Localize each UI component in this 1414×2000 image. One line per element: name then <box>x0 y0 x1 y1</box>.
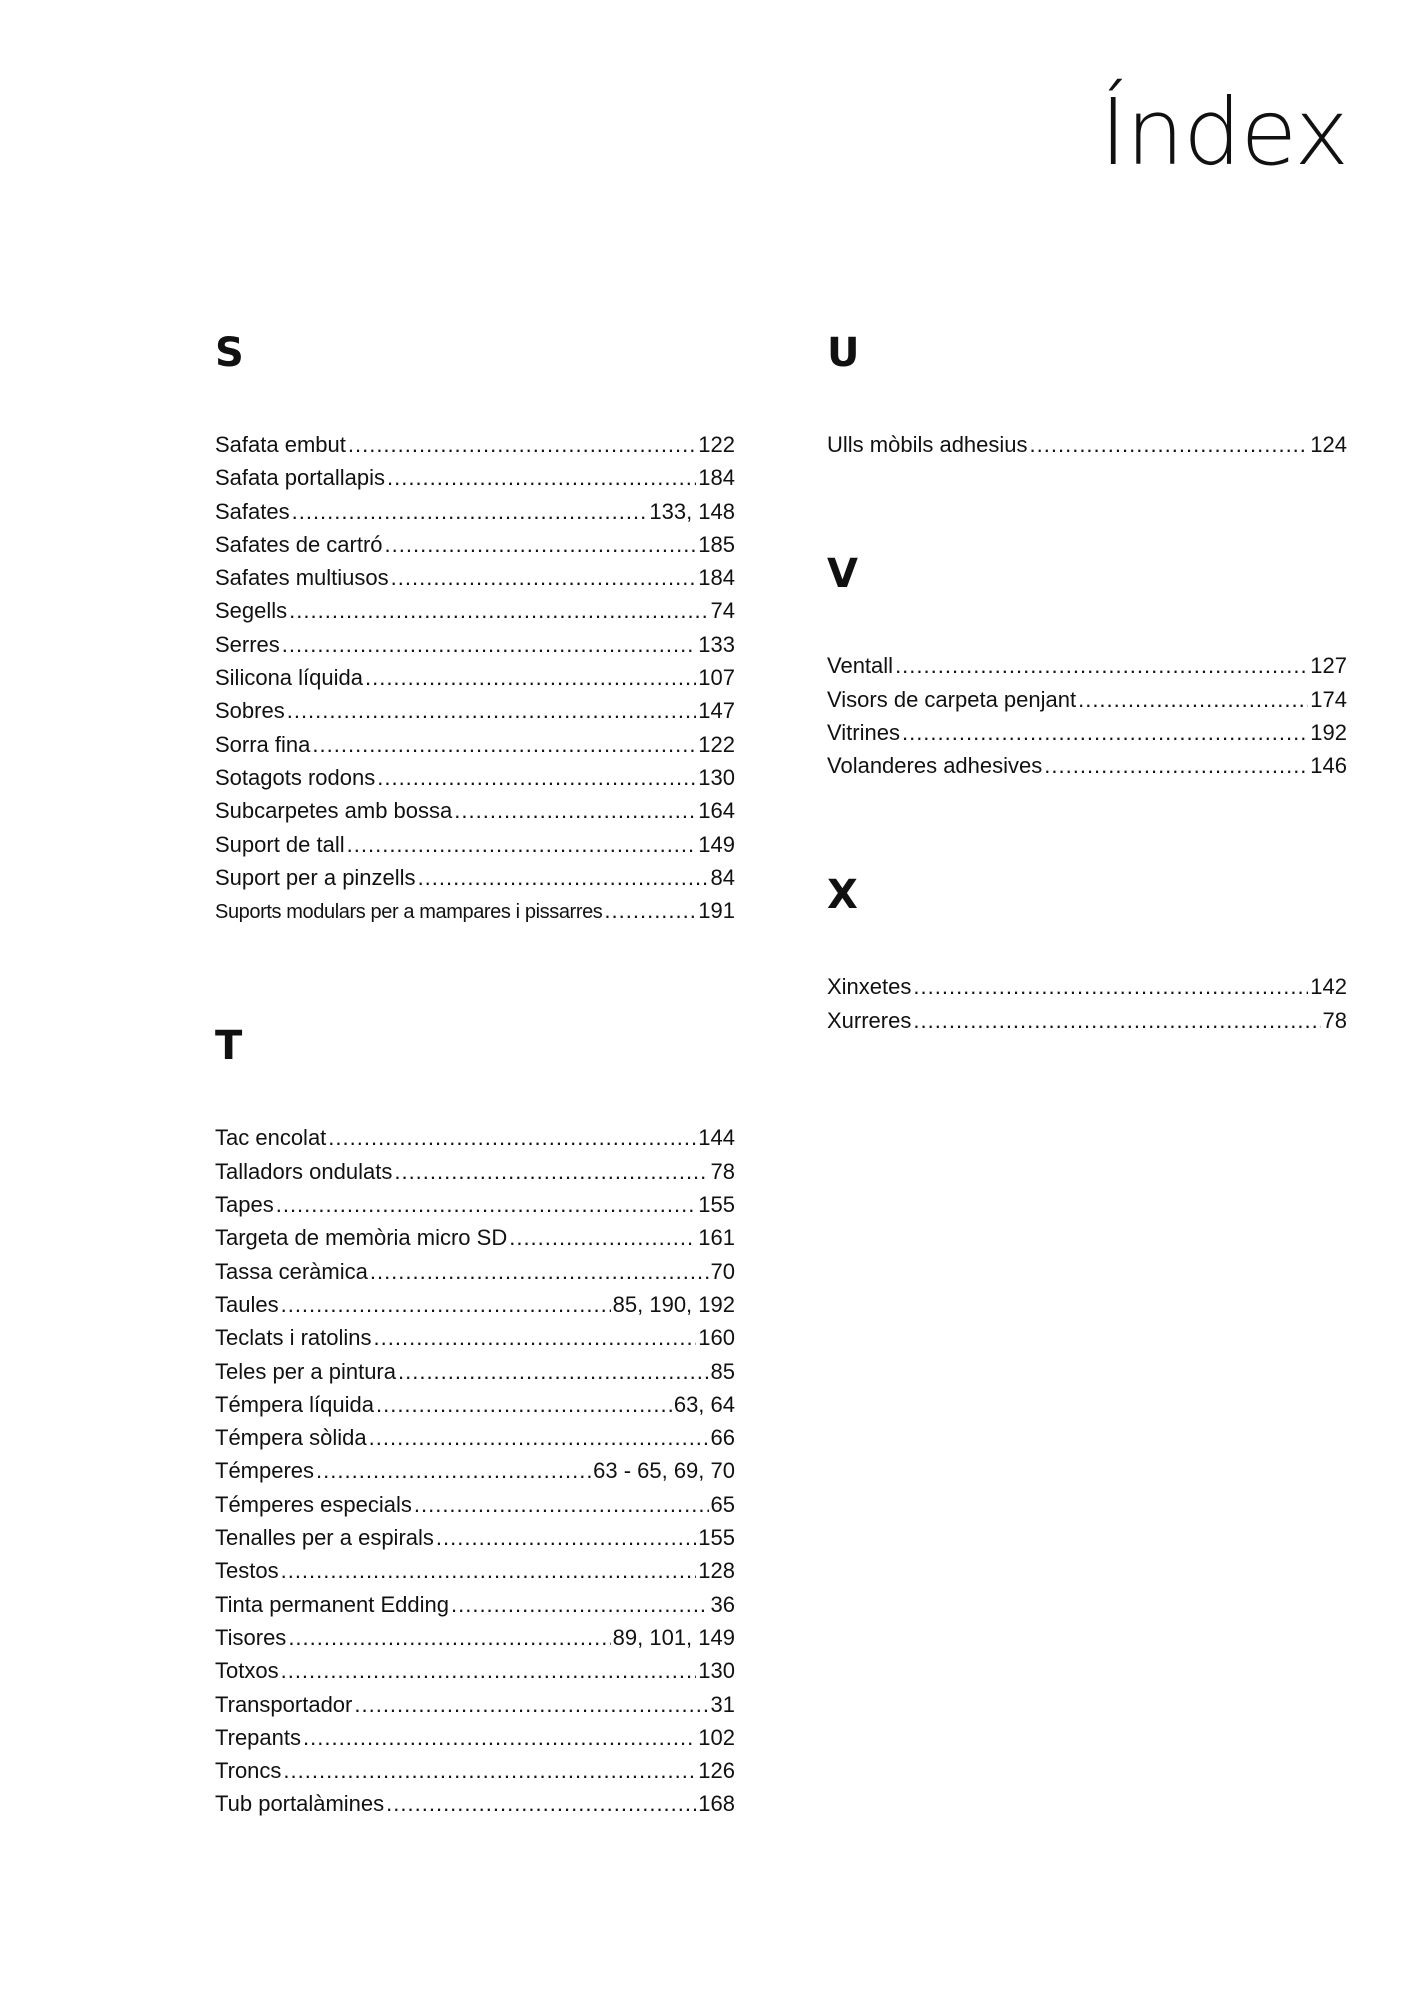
dot-leader <box>347 828 697 861</box>
entry-label: Xurreres <box>827 1007 912 1033</box>
entry-label: Vitrines <box>827 719 900 745</box>
entry-label: Sotagots rodons <box>215 764 376 790</box>
entry-label: Safata embut <box>215 432 346 457</box>
dot-leader <box>391 561 697 594</box>
dot-leader <box>1044 749 1308 782</box>
entry-label: Teles per a pintura <box>215 1358 396 1384</box>
entry-label: Tassa ceràmica <box>215 1258 368 1284</box>
dot-leader <box>414 1488 709 1521</box>
index-entry <box>215 1787 735 1820</box>
entry-label: Safates multiusos <box>215 565 389 591</box>
entry-label: Tub portalàmines <box>215 1791 385 1817</box>
entry-label: Ulls mòbils adhesius <box>827 432 1028 457</box>
index-entry <box>215 1321 735 1354</box>
entry-page-numbers: 144 <box>698 1125 735 1151</box>
entry-page-numbers: 149 <box>698 831 735 857</box>
dot-leader <box>604 894 696 927</box>
index-section-s <box>215 318 735 927</box>
entry-label: Transportador <box>215 1691 353 1717</box>
dot-leader <box>374 1321 697 1354</box>
index-entry <box>215 1554 735 1587</box>
entry-page-numbers: 191 <box>698 898 735 924</box>
dot-leader <box>377 761 696 794</box>
index-entry <box>827 970 1347 1003</box>
entry-page-numbers: 128 <box>698 1558 735 1584</box>
dot-leader <box>913 970 1308 1003</box>
dot-leader <box>354 1688 708 1721</box>
dot-leader <box>509 1221 696 1254</box>
dot-leader <box>281 1288 611 1321</box>
dot-leader <box>386 1787 696 1820</box>
entry-label: Targeta de memòria micro SD <box>215 1225 508 1251</box>
entry-page-numbers: 65 <box>710 1491 735 1517</box>
entry-label: Testos <box>215 1558 279 1584</box>
entry-page-numbers: 184 <box>698 465 735 491</box>
entry-page-numbers: 164 <box>698 798 735 824</box>
entry-page-numbers: 63 - 65, 69, 70 <box>593 1458 735 1484</box>
dot-leader <box>316 1454 591 1487</box>
dot-leader <box>418 861 709 894</box>
index-entry <box>215 861 735 894</box>
entry-page-numbers: 174 <box>1310 686 1347 712</box>
index-entry <box>215 794 735 827</box>
entry-page-numbers: 84 <box>710 864 735 890</box>
entry-page-numbers: 31 <box>710 1691 735 1717</box>
entry-label: Visors de carpeta penjant <box>827 686 1077 712</box>
index-entry <box>215 528 735 561</box>
index-entry <box>215 1255 735 1288</box>
entry-label: Teclats i ratolins <box>215 1325 372 1351</box>
dot-leader <box>281 1554 697 1587</box>
entry-label: Volanderes adhesives <box>827 753 1043 779</box>
entry-page-numbers: 74 <box>710 598 735 624</box>
entry-page-numbers: 78 <box>710 1158 735 1184</box>
index-entry <box>215 594 735 627</box>
index-entry <box>215 828 735 861</box>
entry-label: Tac encolat <box>215 1125 327 1151</box>
entry-label: Témpera sòlida <box>215 1425 367 1451</box>
dot-leader <box>454 794 696 827</box>
index-entry <box>215 1288 735 1321</box>
index-entry <box>215 1421 735 1454</box>
index-section-t <box>215 1011 735 1820</box>
entry-page-numbers: 89, 101, 149 <box>612 1624 735 1650</box>
dot-leader <box>436 1521 696 1554</box>
section-letter-v: V <box>827 551 858 598</box>
entry-page-numbers: 130 <box>698 1658 735 1684</box>
entry-page-numbers: 126 <box>698 1758 735 1784</box>
index-section-x <box>827 860 1347 1037</box>
index-entry <box>215 728 735 761</box>
dot-leader <box>289 594 708 627</box>
section-letter-x: X <box>827 872 858 919</box>
entry-label: Taules <box>215 1291 279 1317</box>
dot-leader <box>281 1654 697 1687</box>
section-letter-u: U <box>827 330 860 376</box>
index-entry <box>215 1588 735 1621</box>
index-entry <box>827 428 1347 461</box>
index-entry <box>215 1621 735 1654</box>
dot-leader <box>1030 428 1309 461</box>
index-entry <box>215 628 735 661</box>
dot-leader <box>394 1155 708 1188</box>
entry-page-numbers: 127 <box>1310 653 1347 679</box>
index-entry <box>215 661 735 694</box>
dot-leader <box>348 428 696 461</box>
dot-leader <box>312 728 696 761</box>
entry-label: Safates de cartró <box>215 531 383 557</box>
entry-page-numbers: 70 <box>710 1258 735 1284</box>
entry-label: Témperes especials <box>215 1491 412 1517</box>
entry-label: Safata portallapis <box>215 465 385 491</box>
index-entry <box>215 1654 735 1687</box>
entry-page-numbers: 161 <box>698 1225 735 1251</box>
index-entry <box>215 1221 735 1254</box>
entry-label: Talladors ondulats <box>215 1158 393 1184</box>
entry-page-numbers: 160 <box>698 1325 735 1351</box>
entry-label: Xinxetes <box>827 974 912 1000</box>
entry-page-numbers: 102 <box>698 1724 735 1750</box>
dot-leader <box>369 1421 709 1454</box>
index-entry <box>215 894 735 927</box>
entry-label: Subcarpetes amb bossa <box>215 798 453 824</box>
index-entry <box>215 1188 735 1221</box>
entry-label: Sobres <box>215 698 285 724</box>
dot-leader <box>902 716 1308 749</box>
entry-page-numbers: 63, 64 <box>673 1391 735 1417</box>
index-entry <box>215 761 735 794</box>
entry-label: Suport per a pinzells <box>215 864 416 890</box>
index-entry <box>215 561 735 594</box>
index-entry <box>827 649 1347 682</box>
entry-page-numbers: 85 <box>710 1358 735 1384</box>
index-column-right <box>827 318 1347 1037</box>
index-entry <box>215 1721 735 1754</box>
index-entry <box>827 749 1347 782</box>
entry-label: Suport de tall <box>215 831 345 857</box>
entry-label: Serres <box>215 631 280 657</box>
entry-label: Trepants <box>215 1724 302 1750</box>
entry-label: Troncs <box>215 1758 282 1784</box>
entry-label: Silicona líquida <box>215 665 363 691</box>
entries-s <box>215 428 735 927</box>
dot-leader <box>895 649 1308 682</box>
entry-label: Témpera líquida <box>215 1391 374 1417</box>
index-entry <box>215 1488 735 1521</box>
entry-label: Suports modulars per a mampares i pissarres <box>215 901 603 924</box>
index-entry <box>215 694 735 727</box>
entry-page-numbers: 122 <box>698 432 735 457</box>
entry-page-numbers: 130 <box>698 764 735 790</box>
dot-leader <box>376 1388 672 1421</box>
dot-leader <box>282 628 696 661</box>
entry-label: Tinta permanent Edding <box>215 1591 449 1617</box>
dot-leader <box>913 1004 1320 1037</box>
entry-label: Segells <box>215 598 288 624</box>
dot-leader <box>328 1121 696 1154</box>
dot-leader <box>398 1355 709 1388</box>
entries-v <box>827 649 1347 782</box>
dot-leader <box>276 1188 697 1221</box>
index-entry <box>215 1521 735 1554</box>
entry-page-numbers: 142 <box>1310 974 1347 1000</box>
index-section-u <box>827 318 1347 461</box>
entry-page-numbers: 124 <box>1310 432 1347 457</box>
index-entry <box>215 1454 735 1487</box>
entry-page-numbers: 107 <box>698 665 735 691</box>
entry-label: Ventall <box>827 653 894 679</box>
entry-label: Sorra fina <box>215 731 311 757</box>
section-letter-t: T <box>215 1023 243 1070</box>
entry-page-numbers: 155 <box>698 1192 735 1218</box>
entries-t <box>215 1121 735 1820</box>
index-entry <box>215 461 735 494</box>
index-entry <box>827 683 1347 716</box>
page-title: Índex <box>1099 79 1348 186</box>
entry-page-numbers: 85, 190, 192 <box>612 1291 735 1317</box>
entry-page-numbers: 66 <box>710 1425 735 1451</box>
index-entry <box>215 495 735 528</box>
index-entry <box>215 1355 735 1388</box>
dot-leader <box>365 661 696 694</box>
entry-page-numbers: 36 <box>710 1591 735 1617</box>
index-entry <box>215 1388 735 1421</box>
entry-label: Tenalles per a espirals <box>215 1525 434 1551</box>
entry-page-numbers: 78 <box>1322 1007 1347 1033</box>
entry-page-numbers: 185 <box>698 531 735 557</box>
dot-leader <box>287 694 697 727</box>
entry-page-numbers: 168 <box>698 1791 735 1817</box>
entries-u <box>827 428 1347 461</box>
entry-page-numbers: 192 <box>1310 719 1347 745</box>
entry-label: Tisores <box>215 1624 287 1650</box>
entry-page-numbers: 133 <box>698 631 735 657</box>
index-entry <box>215 1155 735 1188</box>
index-entry <box>215 428 735 461</box>
dot-leader <box>385 528 697 561</box>
index-entry <box>215 1688 735 1721</box>
entry-page-numbers: 147 <box>698 698 735 724</box>
entry-label: Tapes <box>215 1192 274 1218</box>
index-entry <box>827 716 1347 749</box>
dot-leader <box>292 495 648 528</box>
dot-leader <box>387 461 696 494</box>
dot-leader <box>288 1621 610 1654</box>
index-column-left <box>215 318 735 1821</box>
entry-label: Témperes <box>215 1458 315 1484</box>
index-entry <box>215 1121 735 1154</box>
entry-label: Safates <box>215 498 290 524</box>
entry-page-numbers: 122 <box>698 731 735 757</box>
entry-page-numbers: 184 <box>698 565 735 591</box>
entry-page-numbers: 146 <box>1310 753 1347 779</box>
dot-leader <box>370 1255 709 1288</box>
dot-leader <box>451 1588 709 1621</box>
index-entry <box>827 1004 1347 1037</box>
dot-leader <box>303 1721 696 1754</box>
entry-label: Totxos <box>215 1658 279 1684</box>
dot-leader <box>1078 683 1308 716</box>
entries-x <box>827 970 1347 1037</box>
dot-leader <box>283 1754 696 1787</box>
section-letter-s: S <box>215 330 244 376</box>
index-section-v <box>827 539 1347 782</box>
entry-page-numbers: 155 <box>698 1525 735 1551</box>
entry-page-numbers: 133, 148 <box>649 498 735 524</box>
index-entry <box>215 1754 735 1787</box>
